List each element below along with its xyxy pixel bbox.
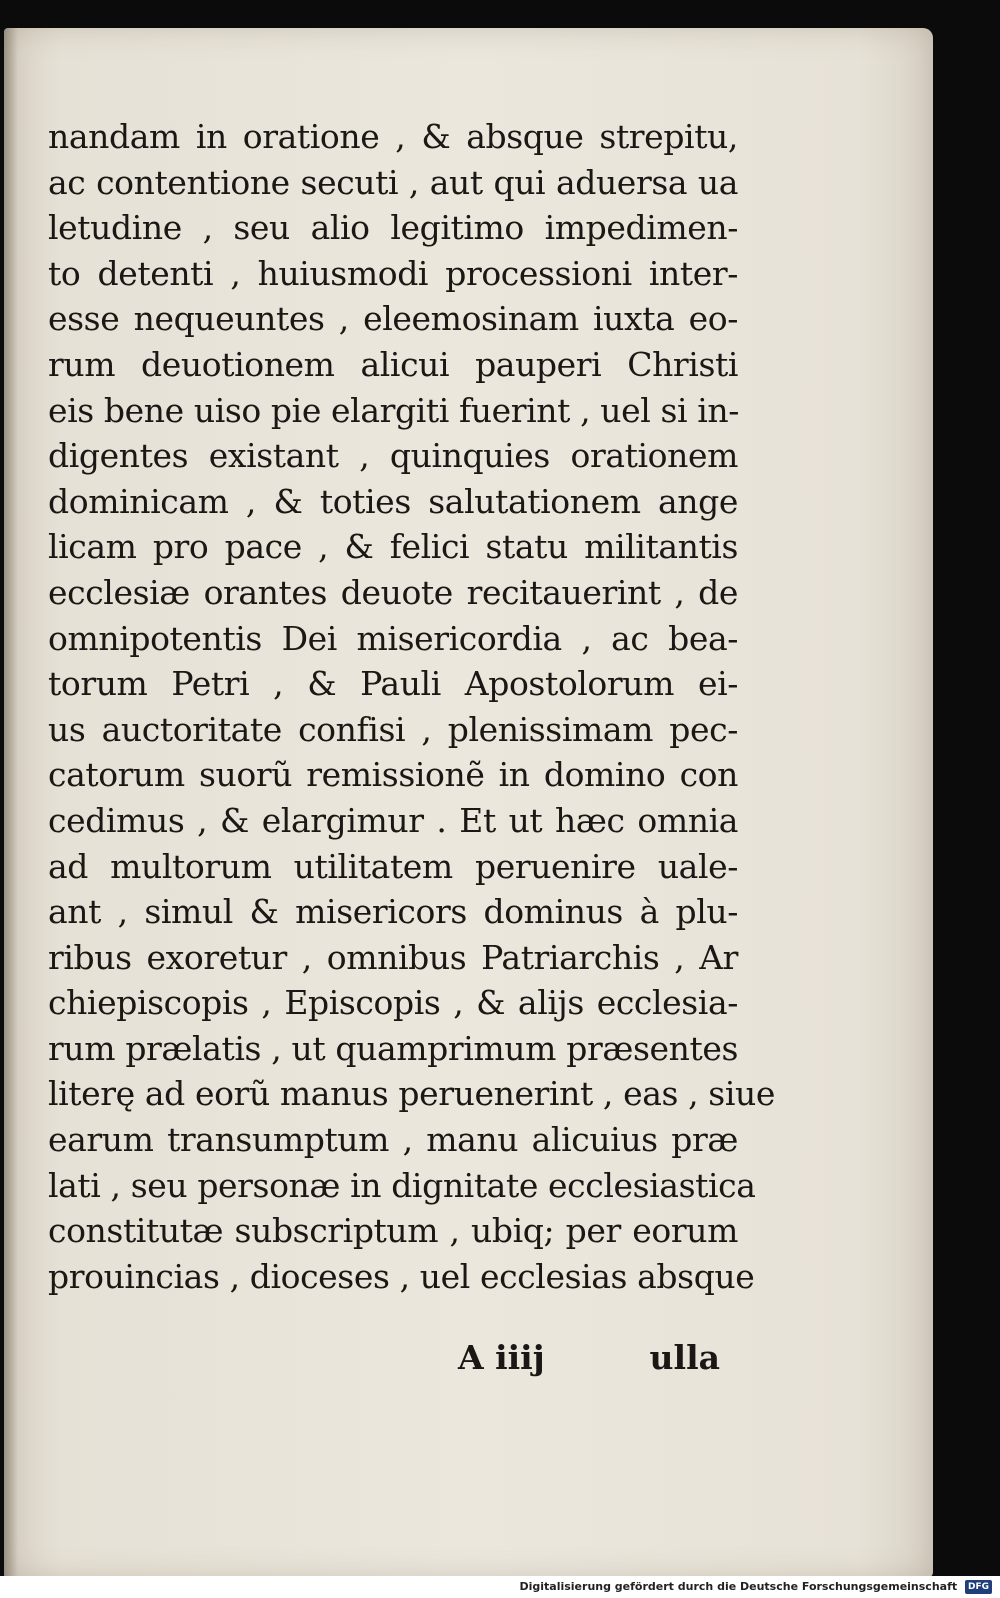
text-line: earum transumptum , manu alicuius præ: [48, 1120, 738, 1160]
text-line: rum deuotionem alicui pauperi Christi: [48, 344, 738, 384]
text-line: digentes existant , quinquies orationem: [48, 436, 738, 476]
text-line: ant , simul & misericors dominus à plu-: [48, 892, 738, 932]
catchword: ulla: [649, 1338, 720, 1377]
text-line: esse nequeuntes , eleemosinam iuxta eo-: [48, 299, 738, 339]
text-line: dominicam , & toties salutationem ange: [48, 481, 738, 521]
text-line: ad multorum utilitatem peruenire uale-: [48, 846, 738, 886]
credit-text: Digitalisierung gefördert durch die Deutsche Forschungsgemeinschaft: [519, 1580, 958, 1593]
text-line: constitutæ subscriptum , ubiq; per eorum: [48, 1211, 738, 1251]
text-line: ecclesiæ orantes deuote recitauerint , de: [48, 572, 738, 612]
text-line: rum prælatis , ut quamprimum præsentes: [48, 1028, 738, 1068]
signature-line: [48, 1338, 738, 1388]
text-line: prouincias , dioceses , uel ecclesias absque: [48, 1256, 755, 1296]
dfg-logo: DFG: [965, 1580, 992, 1594]
book-page: [4, 28, 933, 1578]
text-line: ribus exoretur , omnibus Patriarchis , Ar: [48, 937, 738, 977]
signature-mark: A iiij: [458, 1338, 545, 1377]
text-line: nandam in oratione , & absque strepitu,: [48, 117, 738, 156]
text-line: catorum suorũ remissionẽ in domino con: [48, 755, 738, 795]
text-line: literę ad eorũ manus peruenerint , eas , siue: [48, 1074, 775, 1114]
text-line: cedimus , & elargimur . Et ut hæc omnia: [48, 800, 738, 840]
digitization-credit: [0, 1576, 1000, 1598]
text-line: us auctoritate confisi , plenissimam pec-: [48, 709, 738, 749]
text-line: torum Petri , & Pauli Apostolorum ei-: [48, 664, 738, 704]
text-line: omnipotentis Dei misericordia , ac bea-: [48, 618, 738, 658]
text-line: chiepiscopis , Episcopis , & alijs ecclesia-: [48, 983, 738, 1023]
text-line: letudine , seu alio legitimo impedimen-: [48, 208, 738, 248]
text-line: licam pro pace , & felici statu militantis: [48, 527, 738, 567]
text-line: lati , seu personæ in dignitate ecclesiastica: [48, 1165, 756, 1205]
text-line: to detenti , huiusmodi processioni inter-: [48, 253, 738, 293]
spine-shadow: [4, 28, 18, 1578]
text-line: eis bene uiso pie elargiti fuerint , uel si in-: [48, 390, 740, 430]
body-text: [48, 114, 775, 1299]
text-line: ac contentione secuti , aut qui aduersa ua: [48, 162, 738, 202]
